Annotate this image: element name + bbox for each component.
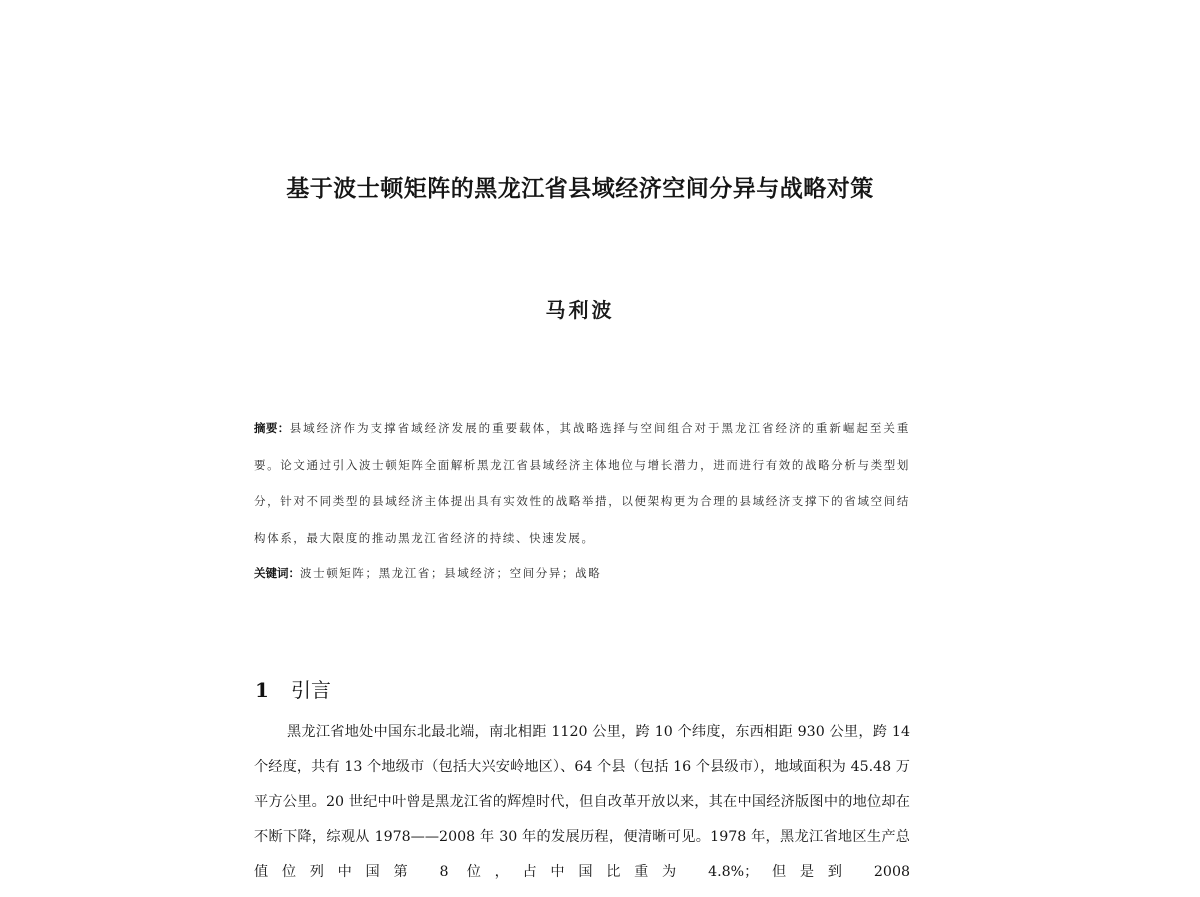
abstract-text: 县域经济作为支撑省域经济发展的重要载体，其战略选择与空间组合对于黑龙江省经济的重新崛起至关重要。论文通过引入波士顿矩阵全面解析黑龙江省县域经济主体地位与增长潜力，进而进行有效的战略分析与类型划分，针对不同类型的县域经济主体提出具有实效性的战略举措，以便架构更为合理的县域经济支撑下的省域空间结构体系，最大限度的推动黑龙江省经济的持续、快速发展。 (254, 421, 910, 545)
section-title: 引言 (291, 678, 331, 702)
keywords (254, 555, 910, 591)
abstract (254, 410, 910, 556)
paper-title: 基于波士顿矩阵的黑龙江省县域经济空间分异与战略对策 (286, 176, 874, 202)
paper-author: 马利波 (545, 298, 615, 322)
keywords-label: 关键词： (254, 566, 300, 580)
section-heading (255, 674, 331, 703)
section-number: 1 (255, 678, 269, 702)
keywords-text: 波士顿矩阵；黑龙江省；县域经济；空间分异；战略 (300, 566, 602, 580)
body-paragraph: 黑龙江省地处中国东北最北端，南北相距 1120 公里，跨 10 个纬度，东西相距 930 公里，跨 14 个经度，共有 13 个地级市（包括大兴安岭地区）、64 个县（包括 16 个县级市），地域面积为 45.48 万平方公里。20 世纪中叶曾是黑龙江省的辉煌时代，但自改革开放以来，其在中国经济版图中的地位却在不断下降，综观从 1978——2008 年 30 年的发展历程，便清晰可见。1978 年，黑龙江省地区生产总值位列中国第 8 位，占中国比重为 4.8%；但是到 2008 (254, 724, 910, 880)
abstract-label: 摘要： (254, 421, 290, 435)
